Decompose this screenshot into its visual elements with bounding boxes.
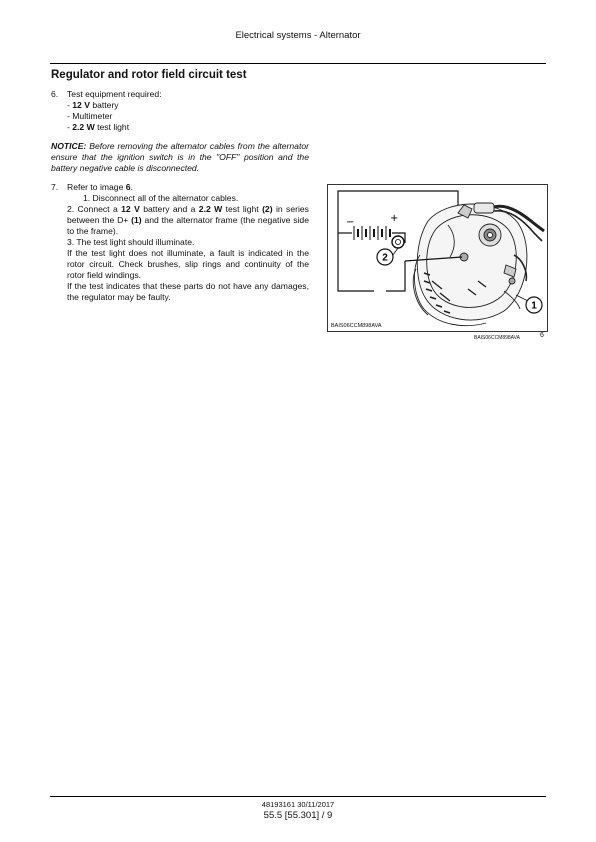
figure-caption-code: BAIS06CCM898AVA <box>474 335 520 341</box>
substep-1: 1. Disconnect all of the alternator cables. <box>83 193 239 203</box>
callout-2 <box>377 249 393 265</box>
regulator-paragraph: If the test indicates that these parts do not have any damages, the regulator may be faulty. <box>67 281 309 302</box>
alternator-body <box>413 203 544 326</box>
step-7 <box>51 182 309 303</box>
test-light-symbol <box>392 236 404 248</box>
notice-label: NOTICE: <box>51 141 87 151</box>
equipment-item: - Multimeter <box>67 111 113 121</box>
callout-1-label: 1 <box>531 300 537 312</box>
substep-3: 3. The test light should illuminate. <box>67 237 195 247</box>
step-number: 6. <box>51 89 59 99</box>
refer-line: Refer to image 6. <box>67 182 133 192</box>
figure-caption-number: 6 <box>540 332 544 339</box>
equipment-item: - 2.2 W test light <box>67 122 130 132</box>
footer-rule <box>50 796 546 797</box>
battery-plus-label: + <box>390 213 399 224</box>
footer-page-number: 55.5 [55.301] / 9 <box>263 810 333 821</box>
section-title: Regulator and rotor field circuit test <box>51 69 247 81</box>
callout-2-label: 2 <box>382 252 388 264</box>
notice <box>51 141 309 174</box>
header-rule <box>50 63 546 64</box>
step-intro: Test equipment required: <box>67 89 162 99</box>
battery-minus-label: − <box>346 217 355 228</box>
step-number: 7. <box>51 182 59 192</box>
alternator-figure <box>327 184 548 332</box>
footer-doc-reference: 48193161 30/11/2017 <box>261 800 335 809</box>
alternator-diagram <box>328 185 547 331</box>
page-header: Electrical systems - Alternator <box>235 30 361 41</box>
callout-1 <box>526 297 542 313</box>
battery-symbol <box>354 226 390 240</box>
notice-text: Before removing the alternator cables from the alternator ensure that the ignition switch is in the "OFF" position and the battery negative cable is disconnected. <box>51 141 309 173</box>
figure-code: BAIS06CCM898AVA <box>331 323 382 329</box>
substep-2: 2. Connect a 12 V battery and a 2.2 W test light (2) in series between the D+ (1) and the alternator frame (the negative side to the frame). <box>67 204 309 236</box>
fault-paragraph: If the test light does not illuminate, a fault is indicated in the rotor circuit. Check brushes, slip rings and continuity of the rotor field windings. <box>67 248 309 280</box>
equipment-item: - 12 V battery <box>67 100 119 110</box>
step-6 <box>51 89 311 133</box>
circuit-wire-left <box>338 273 374 291</box>
